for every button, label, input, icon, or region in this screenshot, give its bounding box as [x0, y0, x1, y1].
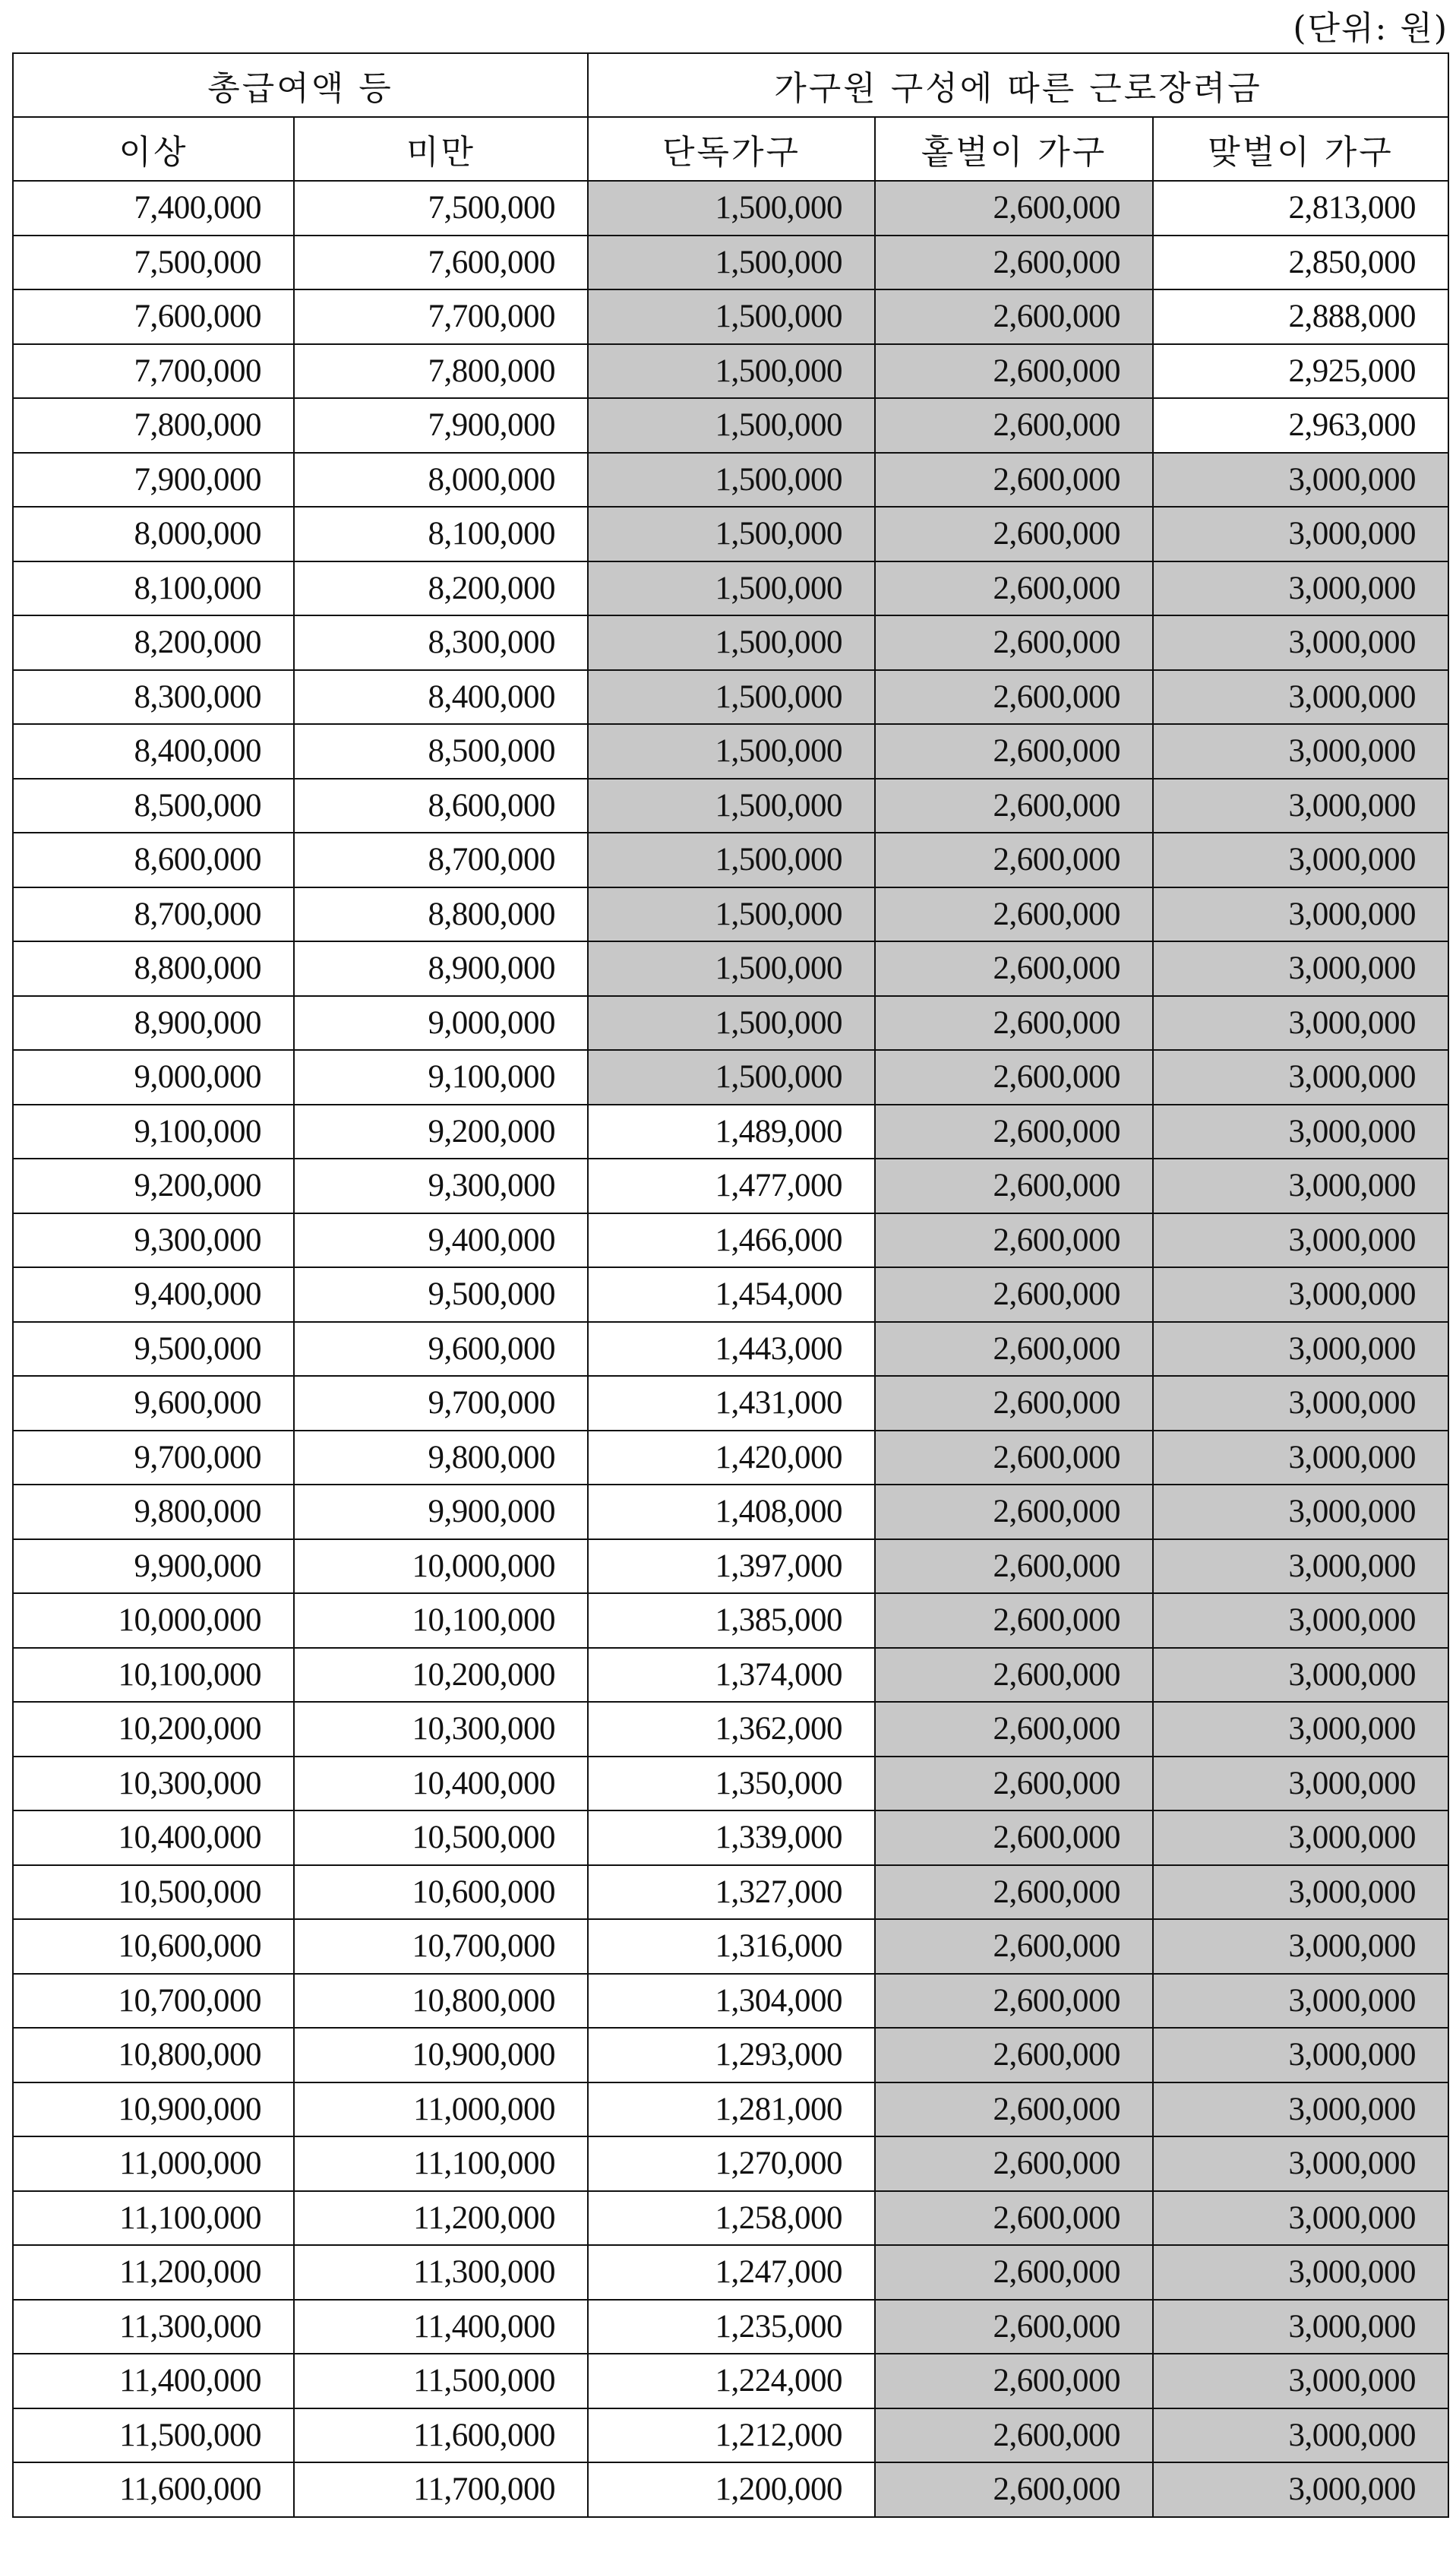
cell-dual-earner-household: 3,000,000	[1153, 1810, 1448, 1865]
cell-from: 9,900,000	[13, 1539, 294, 1594]
cell-single-household: 1,500,000	[588, 236, 875, 290]
cell-from: 9,100,000	[13, 1105, 294, 1159]
table-row	[13, 779, 1448, 833]
cell-single-earner-household: 2,600,000	[875, 1648, 1153, 1703]
cell-to: 9,200,000	[294, 1105, 588, 1159]
cell-single-earner-household: 2,600,000	[875, 2354, 1153, 2408]
table-row	[13, 507, 1448, 561]
cell-to: 10,600,000	[294, 1865, 588, 1920]
cell-to: 9,600,000	[294, 1322, 588, 1377]
cell-single-household: 1,500,000	[588, 398, 875, 453]
header-single-household: 단독가구	[588, 117, 875, 181]
cell-dual-earner-household: 3,000,000	[1153, 1431, 1448, 1485]
header-income-group: 총급여액 등	[13, 53, 588, 117]
table-row	[13, 1267, 1448, 1322]
cell-to: 8,800,000	[294, 887, 588, 942]
cell-to: 10,000,000	[294, 1539, 588, 1594]
cell-from: 11,300,000	[13, 2300, 294, 2354]
cell-single-earner-household: 2,600,000	[875, 1267, 1153, 1322]
cell-single-earner-household: 2,600,000	[875, 1213, 1153, 1268]
cell-dual-earner-household: 3,000,000	[1153, 1267, 1448, 1322]
cell-to: 8,900,000	[294, 941, 588, 996]
cell-to: 8,400,000	[294, 670, 588, 725]
header-single-earner-household: 홑벌이 가구	[875, 117, 1153, 181]
cell-dual-earner-household: 2,925,000	[1153, 344, 1448, 399]
cell-single-earner-household: 2,600,000	[875, 1485, 1153, 1539]
cell-single-household: 1,397,000	[588, 1539, 875, 1594]
cell-dual-earner-household: 3,000,000	[1153, 1865, 1448, 1920]
table-row	[13, 1322, 1448, 1377]
cell-to: 10,900,000	[294, 2028, 588, 2082]
cell-single-earner-household: 2,600,000	[875, 1757, 1153, 1811]
table-row	[13, 2082, 1448, 2137]
cell-from: 8,700,000	[13, 887, 294, 942]
cell-dual-earner-household: 3,000,000	[1153, 1974, 1448, 2029]
cell-single-household: 1,477,000	[588, 1159, 875, 1213]
cell-dual-earner-household: 3,000,000	[1153, 1376, 1448, 1431]
table-row	[13, 398, 1448, 453]
table-row	[13, 1865, 1448, 1920]
cell-single-earner-household: 2,600,000	[875, 1050, 1153, 1105]
cell-single-household: 1,500,000	[588, 724, 875, 779]
table-row	[13, 2191, 1448, 2246]
cell-dual-earner-household: 3,000,000	[1153, 779, 1448, 833]
table-row	[13, 1648, 1448, 1703]
header-credit-group: 가구원 구성에 따른 근로장려금	[588, 53, 1448, 117]
table-row	[13, 1919, 1448, 1974]
table-row	[13, 1431, 1448, 1485]
table-row	[13, 1105, 1448, 1159]
cell-from: 7,700,000	[13, 344, 294, 399]
table-row	[13, 1376, 1448, 1431]
cell-dual-earner-household: 3,000,000	[1153, 1702, 1448, 1757]
table-row	[13, 344, 1448, 399]
cell-single-earner-household: 2,600,000	[875, 724, 1153, 779]
table-row	[13, 1539, 1448, 1594]
cell-single-household: 1,500,000	[588, 615, 875, 670]
table-row	[13, 1757, 1448, 1811]
table-row	[13, 181, 1448, 236]
cell-to: 11,700,000	[294, 2462, 588, 2517]
cell-single-earner-household: 2,600,000	[875, 2191, 1153, 2246]
cell-to: 7,600,000	[294, 236, 588, 290]
cell-single-earner-household: 2,600,000	[875, 2082, 1153, 2137]
cell-single-household: 1,500,000	[588, 289, 875, 344]
table-row	[13, 996, 1448, 1051]
cell-to: 9,000,000	[294, 996, 588, 1051]
work-incentive-table	[12, 52, 1449, 2518]
cell-to: 7,500,000	[294, 181, 588, 236]
cell-single-household: 1,293,000	[588, 2028, 875, 2082]
cell-to: 9,400,000	[294, 1213, 588, 1268]
cell-single-household: 1,500,000	[588, 833, 875, 887]
cell-single-household: 1,327,000	[588, 1865, 875, 1920]
cell-from: 11,600,000	[13, 2462, 294, 2517]
cell-single-earner-household: 2,600,000	[875, 1539, 1153, 1594]
cell-from: 8,900,000	[13, 996, 294, 1051]
cell-to: 8,000,000	[294, 453, 588, 508]
cell-single-earner-household: 2,600,000	[875, 236, 1153, 290]
cell-from: 7,900,000	[13, 453, 294, 508]
cell-to: 9,300,000	[294, 1159, 588, 1213]
table-row	[13, 615, 1448, 670]
table-row	[13, 1974, 1448, 2029]
cell-to: 8,100,000	[294, 507, 588, 561]
cell-single-household: 1,281,000	[588, 2082, 875, 2137]
table-row	[13, 1810, 1448, 1865]
cell-to: 11,400,000	[294, 2300, 588, 2354]
table-row	[13, 2136, 1448, 2191]
cell-single-household: 1,362,000	[588, 1702, 875, 1757]
cell-single-household: 1,374,000	[588, 1648, 875, 1703]
cell-single-earner-household: 2,600,000	[875, 1919, 1153, 1974]
cell-dual-earner-household: 3,000,000	[1153, 1159, 1448, 1213]
cell-single-earner-household: 2,600,000	[875, 2028, 1153, 2082]
cell-single-household: 1,235,000	[588, 2300, 875, 2354]
cell-from: 10,400,000	[13, 1810, 294, 1865]
cell-to: 11,100,000	[294, 2136, 588, 2191]
cell-single-earner-household: 2,600,000	[875, 887, 1153, 942]
cell-single-household: 1,385,000	[588, 1593, 875, 1648]
cell-from: 10,500,000	[13, 1865, 294, 1920]
cell-dual-earner-household: 3,000,000	[1153, 996, 1448, 1051]
table-row	[13, 2354, 1448, 2408]
cell-to: 9,800,000	[294, 1431, 588, 1485]
table-row	[13, 561, 1448, 616]
cell-single-household: 1,500,000	[588, 779, 875, 833]
unit-label: (단위: 원)	[1293, 9, 1448, 48]
cell-single-household: 1,443,000	[588, 1322, 875, 1377]
cell-from: 10,000,000	[13, 1593, 294, 1648]
cell-dual-earner-household: 3,000,000	[1153, 833, 1448, 887]
cell-to: 11,200,000	[294, 2191, 588, 2246]
cell-to: 7,900,000	[294, 398, 588, 453]
cell-from: 10,100,000	[13, 1648, 294, 1703]
table-header	[13, 53, 1448, 181]
cell-dual-earner-household: 3,000,000	[1153, 670, 1448, 725]
cell-dual-earner-household: 3,000,000	[1153, 1539, 1448, 1594]
cell-single-household: 1,258,000	[588, 2191, 875, 2246]
table-row	[13, 724, 1448, 779]
cell-single-earner-household: 2,600,000	[875, 833, 1153, 887]
cell-single-earner-household: 2,600,000	[875, 1322, 1153, 1377]
cell-to: 8,500,000	[294, 724, 588, 779]
cell-from: 8,600,000	[13, 833, 294, 887]
cell-single-household: 1,500,000	[588, 1050, 875, 1105]
header-from: 이상	[13, 117, 294, 181]
cell-single-earner-household: 2,600,000	[875, 453, 1153, 508]
cell-single-earner-household: 2,600,000	[875, 670, 1153, 725]
cell-single-household: 1,500,000	[588, 507, 875, 561]
cell-from: 7,500,000	[13, 236, 294, 290]
cell-single-earner-household: 2,600,000	[875, 1810, 1153, 1865]
cell-from: 9,200,000	[13, 1159, 294, 1213]
table-row	[13, 2245, 1448, 2300]
cell-single-earner-household: 2,600,000	[875, 2300, 1153, 2354]
header-dual-earner-household: 맞벌이 가구	[1153, 117, 1448, 181]
cell-to: 11,300,000	[294, 2245, 588, 2300]
cell-single-household: 1,431,000	[588, 1376, 875, 1431]
cell-single-earner-household: 2,600,000	[875, 2408, 1153, 2463]
cell-single-household: 1,500,000	[588, 561, 875, 616]
cell-from: 9,700,000	[13, 1431, 294, 1485]
cell-single-earner-household: 2,600,000	[875, 398, 1153, 453]
cell-to: 8,300,000	[294, 615, 588, 670]
cell-from: 8,100,000	[13, 561, 294, 616]
cell-single-earner-household: 2,600,000	[875, 344, 1153, 399]
table-row	[13, 1050, 1448, 1105]
cell-single-household: 1,500,000	[588, 887, 875, 942]
cell-from: 9,400,000	[13, 1267, 294, 1322]
cell-from: 7,400,000	[13, 181, 294, 236]
cell-single-household: 1,500,000	[588, 670, 875, 725]
table-row	[13, 833, 1448, 887]
cell-single-household: 1,489,000	[588, 1105, 875, 1159]
cell-dual-earner-household: 3,000,000	[1153, 2245, 1448, 2300]
cell-single-earner-household: 2,600,000	[875, 1702, 1153, 1757]
cell-from: 8,500,000	[13, 779, 294, 833]
table-row	[13, 941, 1448, 996]
cell-dual-earner-household: 3,000,000	[1153, 2136, 1448, 2191]
header-to: 미만	[294, 117, 588, 181]
cell-to: 8,200,000	[294, 561, 588, 616]
cell-dual-earner-household: 3,000,000	[1153, 724, 1448, 779]
cell-dual-earner-household: 3,000,000	[1153, 1050, 1448, 1105]
cell-single-household: 1,500,000	[588, 996, 875, 1051]
cell-single-household: 1,466,000	[588, 1213, 875, 1268]
table-row	[13, 2028, 1448, 2082]
cell-from: 10,600,000	[13, 1919, 294, 1974]
cell-to: 9,500,000	[294, 1267, 588, 1322]
cell-single-earner-household: 2,600,000	[875, 2136, 1153, 2191]
table-row	[13, 289, 1448, 344]
cell-from: 10,200,000	[13, 1702, 294, 1757]
cell-single-household: 1,500,000	[588, 344, 875, 399]
table-row	[13, 887, 1448, 942]
cell-dual-earner-household: 2,888,000	[1153, 289, 1448, 344]
cell-single-earner-household: 2,600,000	[875, 1865, 1153, 1920]
cell-to: 9,700,000	[294, 1376, 588, 1431]
cell-from: 11,400,000	[13, 2354, 294, 2408]
cell-from: 8,400,000	[13, 724, 294, 779]
cell-from: 10,800,000	[13, 2028, 294, 2082]
cell-to: 11,000,000	[294, 2082, 588, 2137]
cell-to: 10,500,000	[294, 1810, 588, 1865]
cell-dual-earner-household: 3,000,000	[1153, 2354, 1448, 2408]
cell-to: 10,200,000	[294, 1648, 588, 1703]
cell-dual-earner-household: 3,000,000	[1153, 1919, 1448, 1974]
cell-single-earner-household: 2,600,000	[875, 289, 1153, 344]
cell-from: 9,600,000	[13, 1376, 294, 1431]
cell-dual-earner-household: 3,000,000	[1153, 561, 1448, 616]
cell-from: 11,100,000	[13, 2191, 294, 2246]
table-row	[13, 2300, 1448, 2354]
cell-to: 10,700,000	[294, 1919, 588, 1974]
cell-dual-earner-household: 3,000,000	[1153, 1757, 1448, 1811]
cell-single-household: 1,200,000	[588, 2462, 875, 2517]
cell-to: 7,800,000	[294, 344, 588, 399]
cell-dual-earner-household: 3,000,000	[1153, 2300, 1448, 2354]
cell-dual-earner-household: 3,000,000	[1153, 2191, 1448, 2246]
cell-dual-earner-household: 2,813,000	[1153, 181, 1448, 236]
cell-dual-earner-household: 3,000,000	[1153, 1485, 1448, 1539]
cell-dual-earner-household: 3,000,000	[1153, 887, 1448, 942]
cell-dual-earner-household: 3,000,000	[1153, 1648, 1448, 1703]
table-row	[13, 670, 1448, 725]
cell-from: 8,800,000	[13, 941, 294, 996]
cell-single-earner-household: 2,600,000	[875, 2462, 1153, 2517]
cell-from: 9,500,000	[13, 1322, 294, 1377]
cell-dual-earner-household: 3,000,000	[1153, 1593, 1448, 1648]
cell-to: 7,700,000	[294, 289, 588, 344]
table-row	[13, 236, 1448, 290]
table-row	[13, 1702, 1448, 1757]
cell-single-earner-household: 2,600,000	[875, 779, 1153, 833]
cell-dual-earner-household: 3,000,000	[1153, 2028, 1448, 2082]
cell-to: 9,100,000	[294, 1050, 588, 1105]
table-row	[13, 1213, 1448, 1268]
cell-from: 11,500,000	[13, 2408, 294, 2463]
cell-single-household: 1,500,000	[588, 941, 875, 996]
cell-single-earner-household: 2,600,000	[875, 2245, 1153, 2300]
cell-dual-earner-household: 3,000,000	[1153, 941, 1448, 996]
cell-from: 11,200,000	[13, 2245, 294, 2300]
cell-single-earner-household: 2,600,000	[875, 1974, 1153, 2029]
cell-dual-earner-household: 2,850,000	[1153, 236, 1448, 290]
cell-from: 10,700,000	[13, 1974, 294, 2029]
cell-from: 9,800,000	[13, 1485, 294, 1539]
cell-to: 11,600,000	[294, 2408, 588, 2463]
cell-dual-earner-household: 3,000,000	[1153, 453, 1448, 508]
cell-from: 8,000,000	[13, 507, 294, 561]
cell-from: 10,300,000	[13, 1757, 294, 1811]
cell-single-earner-household: 2,600,000	[875, 507, 1153, 561]
cell-single-household: 1,408,000	[588, 1485, 875, 1539]
table-row	[13, 2462, 1448, 2517]
cell-from: 11,000,000	[13, 2136, 294, 2191]
cell-to: 10,100,000	[294, 1593, 588, 1648]
cell-to: 10,800,000	[294, 1974, 588, 2029]
cell-to: 9,900,000	[294, 1485, 588, 1539]
cell-single-earner-household: 2,600,000	[875, 1431, 1153, 1485]
cell-to: 8,600,000	[294, 779, 588, 833]
cell-to: 11,500,000	[294, 2354, 588, 2408]
cell-single-earner-household: 2,600,000	[875, 996, 1153, 1051]
table-row	[13, 1485, 1448, 1539]
cell-to: 10,300,000	[294, 1702, 588, 1757]
cell-single-household: 1,224,000	[588, 2354, 875, 2408]
cell-single-household: 1,454,000	[588, 1267, 875, 1322]
cell-single-household: 1,304,000	[588, 1974, 875, 2029]
cell-from: 9,000,000	[13, 1050, 294, 1105]
cell-dual-earner-household: 3,000,000	[1153, 2082, 1448, 2137]
cell-from: 7,600,000	[13, 289, 294, 344]
cell-dual-earner-household: 3,000,000	[1153, 1105, 1448, 1159]
table-row	[13, 1593, 1448, 1648]
cell-single-earner-household: 2,600,000	[875, 561, 1153, 616]
cell-single-household: 1,270,000	[588, 2136, 875, 2191]
cell-single-earner-household: 2,600,000	[875, 181, 1153, 236]
cell-from: 10,900,000	[13, 2082, 294, 2137]
cell-dual-earner-household: 3,000,000	[1153, 1322, 1448, 1377]
table-row	[13, 453, 1448, 508]
cell-from: 8,200,000	[13, 615, 294, 670]
header-row-columns	[13, 117, 1448, 181]
table-body	[13, 181, 1448, 2517]
cell-single-household: 1,339,000	[588, 1810, 875, 1865]
header-row-group	[13, 53, 1448, 117]
cell-from: 7,800,000	[13, 398, 294, 453]
cell-single-earner-household: 2,600,000	[875, 1376, 1153, 1431]
cell-single-household: 1,350,000	[588, 1757, 875, 1811]
cell-single-earner-household: 2,600,000	[875, 1105, 1153, 1159]
cell-dual-earner-household: 3,000,000	[1153, 507, 1448, 561]
cell-single-household: 1,247,000	[588, 2245, 875, 2300]
cell-dual-earner-household: 3,000,000	[1153, 2408, 1448, 2463]
cell-single-earner-household: 2,600,000	[875, 1593, 1153, 1648]
cell-dual-earner-household: 3,000,000	[1153, 1213, 1448, 1268]
cell-single-household: 1,500,000	[588, 453, 875, 508]
cell-single-household: 1,420,000	[588, 1431, 875, 1485]
cell-from: 8,300,000	[13, 670, 294, 725]
cell-single-household: 1,212,000	[588, 2408, 875, 2463]
cell-single-household: 1,316,000	[588, 1919, 875, 1974]
cell-single-earner-household: 2,600,000	[875, 941, 1153, 996]
cell-from: 9,300,000	[13, 1213, 294, 1268]
cell-single-household: 1,500,000	[588, 181, 875, 236]
cell-single-earner-household: 2,600,000	[875, 615, 1153, 670]
cell-dual-earner-household: 3,000,000	[1153, 2462, 1448, 2517]
cell-dual-earner-household: 3,000,000	[1153, 615, 1448, 670]
table-row	[13, 1159, 1448, 1213]
cell-dual-earner-household: 2,963,000	[1153, 398, 1448, 453]
table-row	[13, 2408, 1448, 2463]
cell-to: 10,400,000	[294, 1757, 588, 1811]
cell-to: 8,700,000	[294, 833, 588, 887]
cell-single-earner-household: 2,600,000	[875, 1159, 1153, 1213]
